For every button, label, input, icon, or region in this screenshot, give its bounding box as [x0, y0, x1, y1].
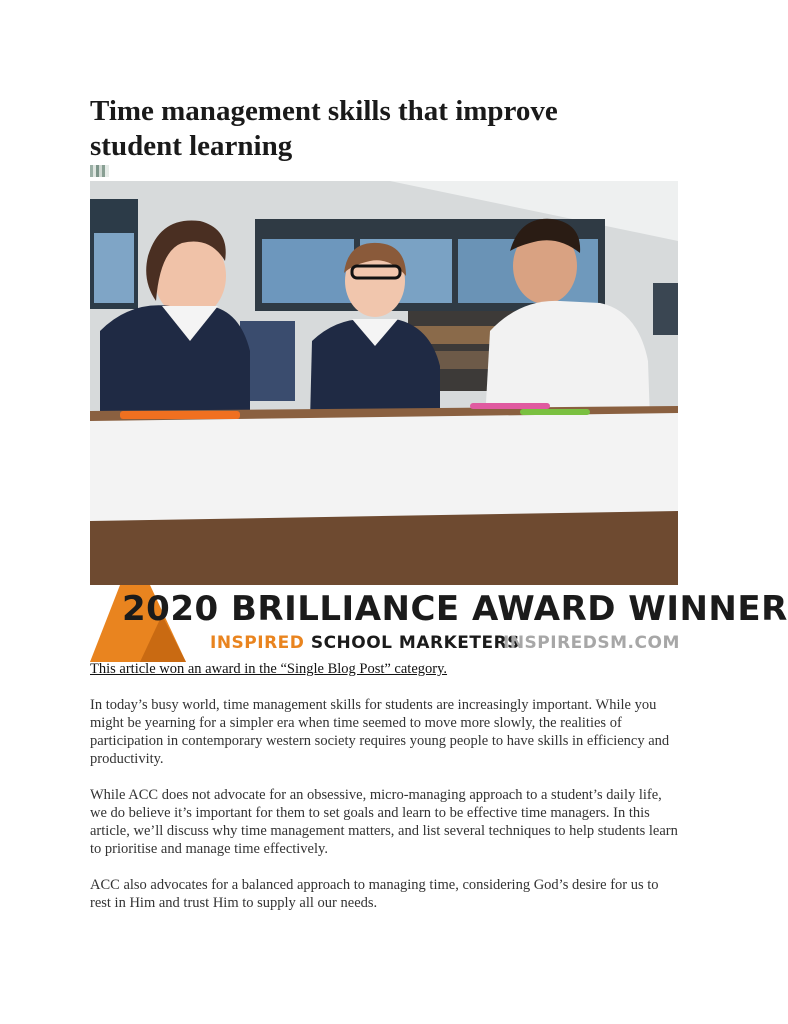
award-site: INSPIREDSM.COM: [503, 633, 680, 653]
award-headline-text: BRILLIANCE AWARD WINNER: [230, 589, 788, 629]
award-sub-rest: SCHOOL MARKETERS: [304, 633, 520, 653]
award-sub-highlight: INSPIRED: [210, 633, 305, 653]
award-headline: [122, 589, 788, 629]
paragraph-2: While ACC does not advocate for an obsessive, micro-managing approach to a student’s daily life, we do believe it’s important for them to set goals and learn to be effective time managers. In this article, we’ll discuss why time management matters, and list several techniques to help students learn to prioritise and manage time effectively.: [90, 787, 678, 857]
image-thumbnail-icon: [90, 165, 109, 177]
award-year: 2020: [122, 589, 219, 629]
article-title: Time management skills that improve student learning: [90, 95, 558, 162]
award-banner: [90, 585, 788, 662]
paragraph-3: ACC also advocates for a balanced approach to managing time, considering God’s desire for us to rest in Him and trust Him to supply all our needs.: [90, 877, 659, 911]
paragraph-1: In today’s busy world, time management skills for students are increasingly important. While you might be yearning for a simpler era when time seemed to move more slowly, the realities of participation in contemporary western society requires young people to have skills in efficiency and productivity.: [90, 697, 670, 767]
award-category-link[interactable]: This article won an award in the “Single Blog Post” category.: [90, 661, 448, 677]
students-photo: [90, 181, 678, 585]
award-subtitle: [210, 633, 520, 653]
